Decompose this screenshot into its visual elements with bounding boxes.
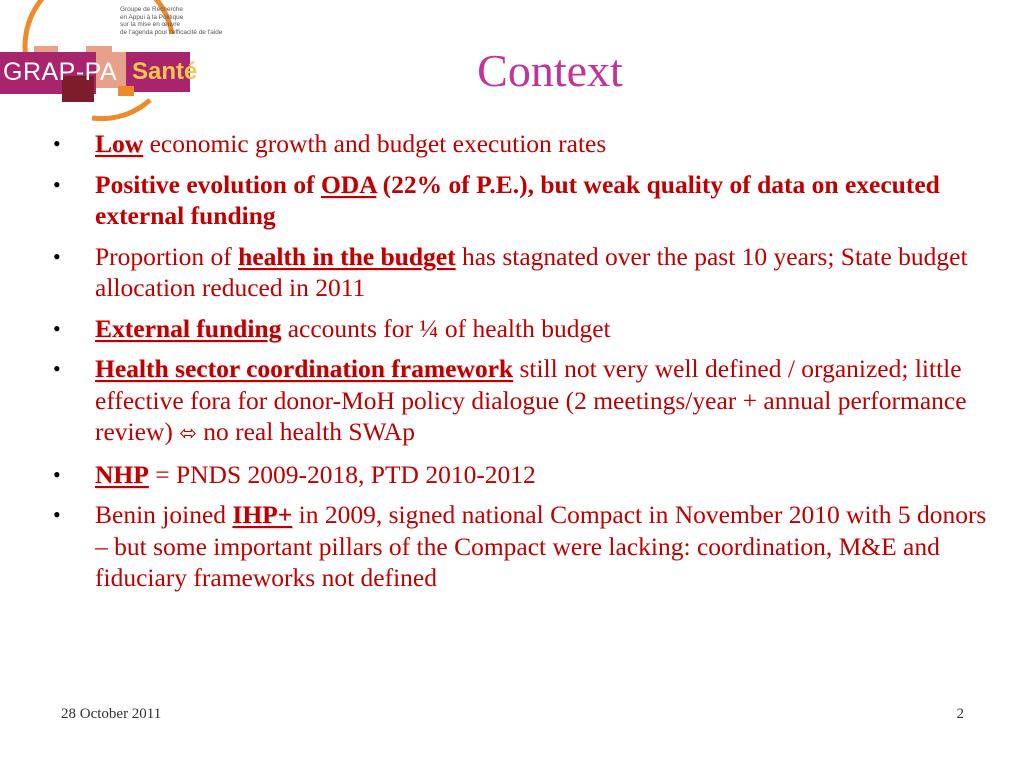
footer-date: 28 October 2011 (61, 706, 162, 722)
slide-title: Context (477, 45, 623, 96)
bullet-item (52, 353, 987, 450)
bullet-text: accounts for ¼ of health budget (281, 313, 611, 343)
logo-tagline-line: de l'agenda pour l'efficacité de l'aide (120, 28, 223, 36)
bullet-item (52, 499, 987, 594)
bullet-highlight: Health sector coordination framework (95, 354, 514, 383)
bullet-marker: • (53, 131, 61, 156)
bullet-marker: • (53, 461, 61, 487)
logo-sante-text: Santé (132, 58, 198, 85)
bullet-highlight: NHP (95, 459, 149, 489)
bullet-text: Proportion of (95, 241, 239, 271)
bullet-text: in 2009, signed national Compact in November 2010 with 5 donors – but some important pillars of the Compact were lacking: coordination, M&E and fiduciary frameworks not defined (95, 500, 987, 592)
bullet-text: no real health SWAp (196, 417, 415, 446)
logo-tagline-line: en Appui à la Politique (120, 13, 184, 21)
bullet-highlight: Low (95, 129, 144, 158)
bullet-marker: • (53, 502, 61, 527)
bullet-list (52, 128, 987, 603)
bullet-marker: • (53, 356, 61, 381)
bullet-highlight: IHP+ (232, 500, 293, 529)
logo-tagline (120, 6, 223, 36)
bullet-text: has stagnated over the past 10 years; State budget allocation reduced in 2011 (95, 241, 968, 302)
bullet-item (52, 459, 987, 491)
double-arrow-icon: ⬄ (179, 421, 197, 445)
bullet-item (52, 241, 987, 304)
bullet-marker: • (53, 243, 61, 269)
bullet-text: economic growth and budget execution rates (143, 129, 607, 158)
logo-tagline-line: Groupe de Recherche (120, 6, 183, 13)
bullet-item (52, 313, 987, 345)
bullet-highlight: ODA (320, 169, 377, 199)
bullet-text: = PNDS 2009-2018, PTD 2010-2012 (148, 459, 536, 489)
page-number: 2 (956, 706, 964, 722)
bullet-item (52, 169, 987, 232)
bullet-marker: • (53, 315, 61, 341)
bullet-highlight: health in the budget (238, 241, 456, 271)
bullet-item (52, 128, 987, 160)
bullet-text: Benin joined (95, 500, 233, 529)
bullet-marker: • (53, 171, 61, 197)
logo-grap-pa-text: GRAP-PA (3, 58, 118, 86)
bullet-text: Positive evolution of (95, 169, 321, 199)
logo-tagline-line: sur la mise en œuvre (120, 21, 181, 29)
bullet-text: still not very well defined / organized; little effective fora for donor-MoH policy dialogue (2 meetings/year + annual performance review) (95, 354, 967, 446)
bullet-highlight: External funding (95, 313, 282, 343)
bullet-text: (22% of P.E.), but weak quality of data on executed external funding (95, 169, 940, 230)
